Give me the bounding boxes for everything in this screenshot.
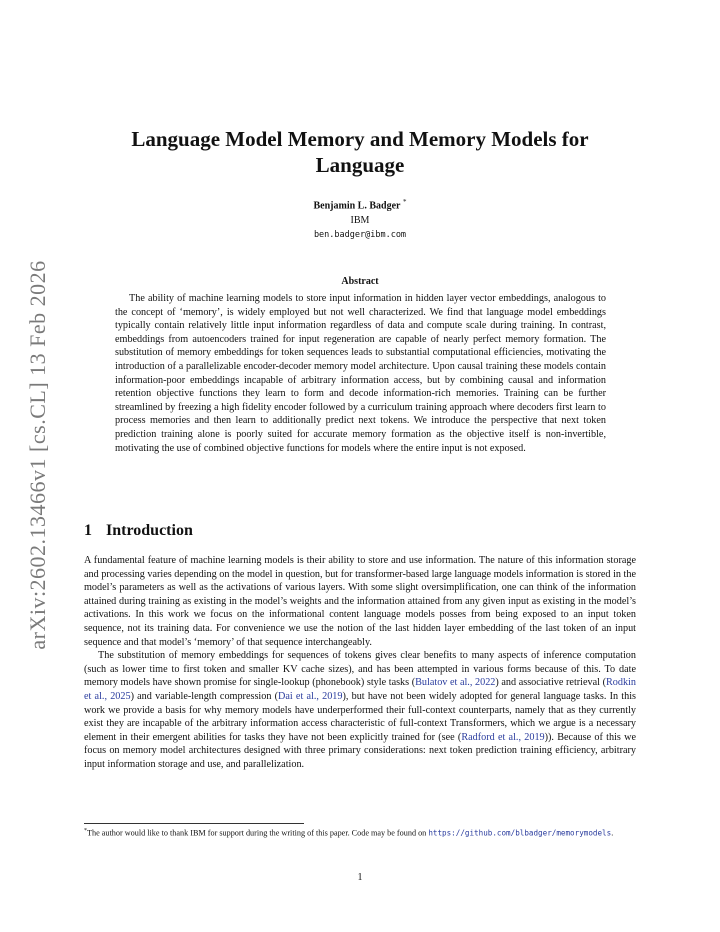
paragraph-1: A fundamental feature of machine learning models is their ability to store and use information. The nature of this information storage and processing varies depending on the model in question, but for transformer-based large language models information is stored in the model’s parameters as well as the activations of various layers. With some slight oversimplification, one can think of the information attained during training as existing in the model’s weights and the information attained from any given input as existing in the model’s activations. In this work we focus on the informational content language models posses from being exposed to an input token sequence, not its training data. For convenience we use the notion of the last hidden layer embedding of the last token of an input sequence and that model’s ‘memory’ of that sequence interchangeably. — [84, 555, 636, 648]
citation-dai[interactable]: Dai et al., 2019 — [278, 690, 343, 702]
citation-radford[interactable]: Radford et al., 2019 — [461, 731, 545, 743]
paper-title: Language Model Memory and Memory Models for Language — [131, 127, 589, 177]
paragraph-2-text-5: )). Because of this we focus on memory model architectures designed with three primary considerations: next token prediction training efficiency, arbitrary input information storage and use, and parallelization. — [84, 731, 637, 770]
abstract-heading: Abstract — [341, 276, 379, 287]
page-number: 1 — [357, 872, 363, 883]
code-repo-link[interactable]: https://github.com/blbadger/memorymodels — [428, 828, 612, 838]
footnote-end: . — [611, 828, 614, 838]
author-affiliation: IBM — [350, 215, 370, 227]
section-number: 1 — [84, 522, 92, 539]
footnote-rule — [84, 823, 304, 824]
section-heading — [84, 522, 193, 540]
paragraph-2-text-4: ), but have not been widely adopted for general language tasks. In this work we provide a basis for why memory models have underperformed their full-context counterparts, namely that as they currently exist they are incapable of the arbitrary information access characteristic of full-context Transformers, which we argue is a necessary element in their emergent abilities for tasks they have not been explicitly trained for (see ( — [84, 690, 636, 743]
paragraph-2-text-2: ) and associative retrieval ( — [495, 677, 606, 689]
citation-bulatov[interactable]: Bulatov et al., 2022 — [415, 677, 496, 689]
author-email[interactable]: ben.badger@ibm.com — [313, 230, 407, 241]
section-title: Introduction — [106, 522, 193, 539]
author-footnote-marker[interactable]: * — [402, 198, 407, 206]
footnote-text: The author would like to thank IBM for support during the writing of this paper. Code may be found on — [87, 828, 429, 838]
paragraph-2 — [84, 649, 636, 771]
paragraph-2-text-1: The substitution of memory embeddings for sequences of tokens gives clear benefits to many aspects of inference computation (such as lower time to first token and smaller KV cache sizes), and has been attempted in various forms because of this. To date memory models have shown promise for single-lookup (phonebook) style tasks ( — [84, 650, 636, 689]
author-block — [100, 195, 620, 243]
body-text — [84, 554, 636, 772]
footnote-marker: * — [84, 828, 87, 834]
arxiv-id-text: arXiv:2602.13466v1 [cs.CL] 13 Feb 2026 — [25, 260, 50, 650]
abstract-text: The ability of machine learning models to store input information in hidden layer vector embeddings, analogous to the concept of ‘memory’, is widely employed but not well characterized. We find that language model embeddings typically contain relatively little input information regardless of data and compute scale during training. In contrast, embeddings from autoencoders trained for input regeneration are capable of nearly perfect memory formation. The substitution of memory embeddings for token sequences leads to substantial computational efficiencies, motivating the introduction of a parallelizable encoder-decoder memory model architecture. Upon causal training these models contain information-poor embeddings incapable of arbitrary information access, but by combining causal and information retention objective functions they learn to form and decode information-rich memories. Training can be further streamlined by freezing a high fidelity encoder followed by a curriculum training approach where decoders first learn to process memories and then learn to additionally predict next tokens. We introduce the perspective that next token prediction training alone is poorly suited for accurate memory formation as the objective itself is non-invertible, motivating the use of combined objective functions for models where the entire input is not exposed. — [115, 293, 606, 454]
citation-rodkin[interactable]: Rodkin et al., 2025 — [84, 677, 636, 702]
footnote — [84, 826, 636, 839]
author-name: Benjamin L. Badger — [313, 200, 401, 212]
paragraph-2-text-3: ) and variable-length compression ( — [130, 690, 279, 702]
